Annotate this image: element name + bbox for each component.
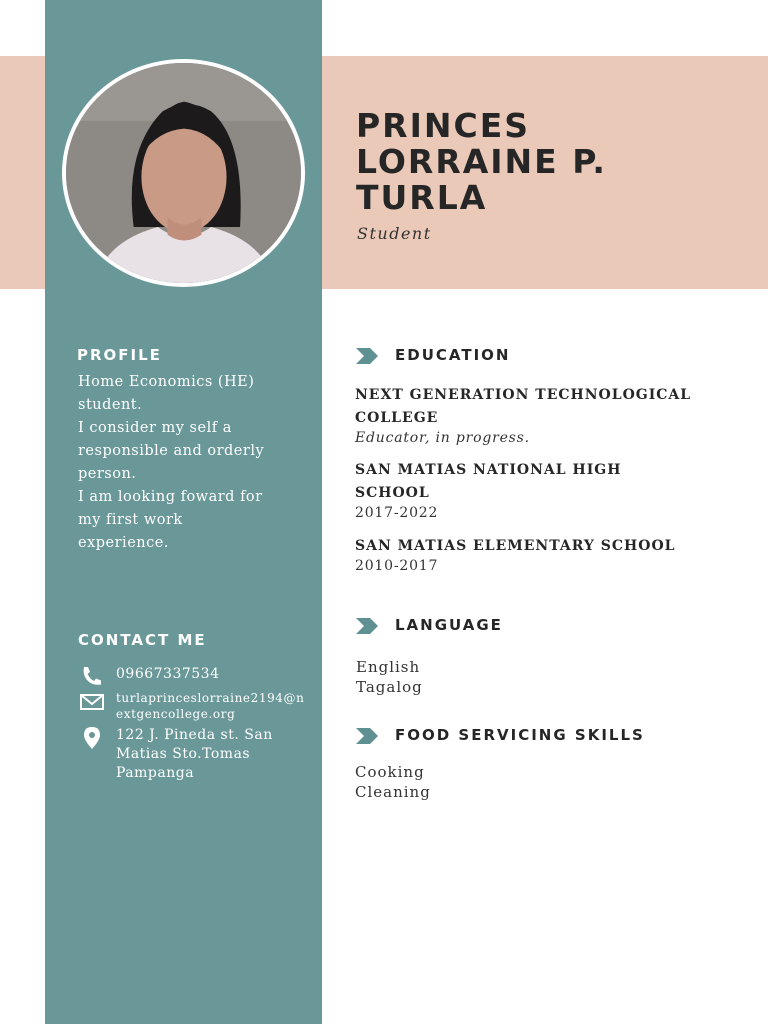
profile-line: Home Economics (HE) xyxy=(78,374,255,390)
school-detail: 2010-2017 xyxy=(355,558,439,574)
profile-line: experience. xyxy=(78,535,169,551)
skills-heading: FOOD SERVICING SKILLS xyxy=(395,726,645,744)
candidate-name xyxy=(356,108,756,216)
chevron-right-icon xyxy=(356,726,380,746)
list-item: Tagalog xyxy=(356,678,423,696)
profile-line: I consider my self a xyxy=(78,420,232,436)
phone-icon xyxy=(80,665,104,687)
school-name: SAN MATIAS NATIONAL HIGH SCHOOL xyxy=(355,462,622,501)
school-detail: Educator, in progress. xyxy=(355,430,530,446)
profile-heading: PROFILE xyxy=(77,346,162,364)
contact-heading: CONTACT ME xyxy=(78,631,207,649)
profile-text xyxy=(78,371,298,555)
profile-line: responsible and orderly xyxy=(78,443,265,459)
education-entry xyxy=(355,459,695,522)
name-line-3: TURLA xyxy=(356,178,488,217)
education-entry xyxy=(355,535,695,575)
profile-line: my first work xyxy=(78,512,183,528)
phone-number: 09667337534 xyxy=(116,666,220,682)
school-name: NEXT GENERATION TECHNOLOGICAL COLLEGE xyxy=(355,387,692,426)
location-pin-icon xyxy=(80,726,104,750)
chevron-right-icon xyxy=(356,616,380,636)
skills-list xyxy=(355,762,431,802)
education-entry xyxy=(355,384,695,447)
profile-line: person. xyxy=(78,466,137,482)
school-name: SAN MATIAS ELEMENTARY SCHOOL xyxy=(355,538,676,554)
profile-line: student. xyxy=(78,397,143,413)
language-heading: LANGUAGE xyxy=(395,616,503,634)
candidate-role: Student xyxy=(357,224,432,243)
address-text: 122 J. Pineda st. San Matias Sto.Tomas Pampanga xyxy=(116,727,273,781)
name-line-1: PRINCES xyxy=(356,106,531,145)
email-icon xyxy=(80,690,104,712)
profile-photo xyxy=(62,59,305,287)
school-detail: 2017-2022 xyxy=(355,505,439,521)
education-heading: EDUCATION xyxy=(395,346,511,364)
name-line-2: LORRAINE P. xyxy=(356,142,607,181)
language-list xyxy=(356,657,423,697)
email-address: turlaprinceslorraine2194@nextgencollege.org xyxy=(116,691,305,721)
list-item: Cleaning xyxy=(355,783,431,801)
profile-line: I am looking foward for xyxy=(78,489,263,505)
list-item: English xyxy=(356,658,421,676)
chevron-right-icon xyxy=(356,346,380,366)
list-item: Cooking xyxy=(355,763,425,781)
